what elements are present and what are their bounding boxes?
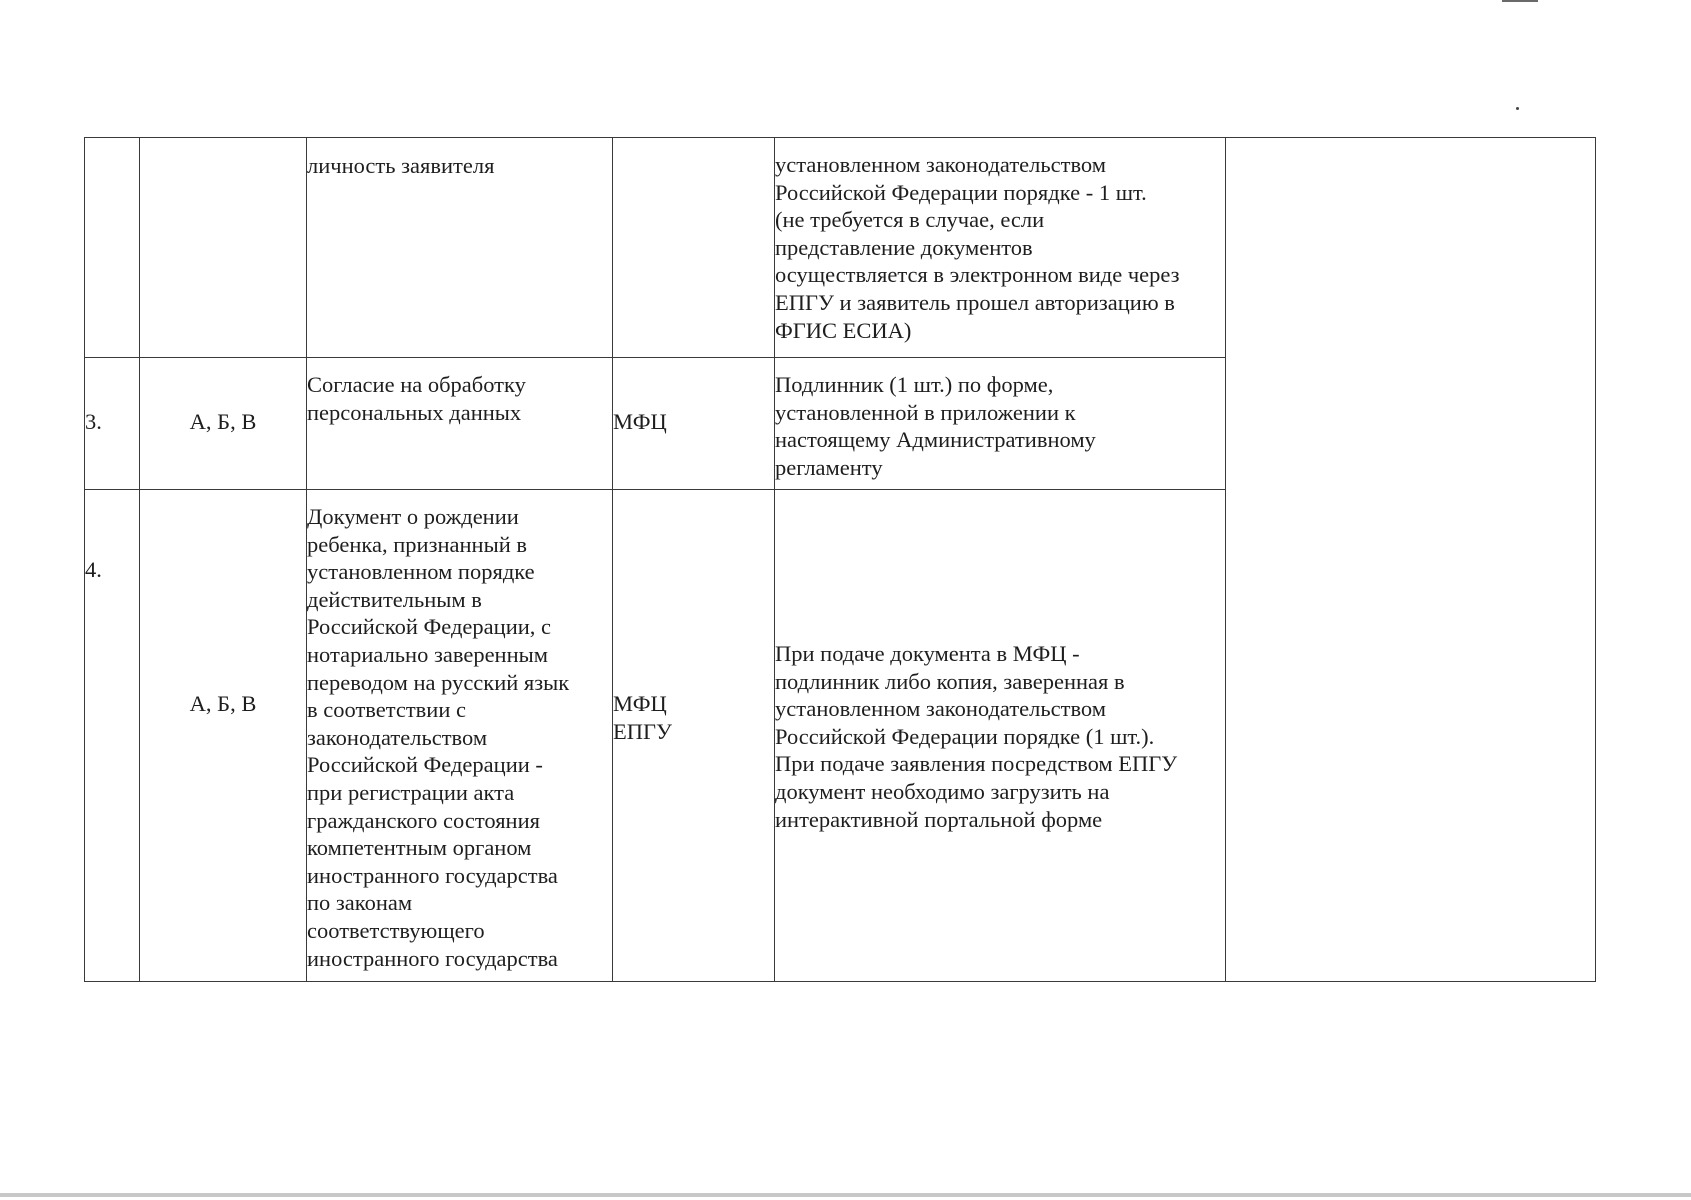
row-document-name: личность заявителя [307,153,495,178]
row-number-cell [85,138,140,358]
row-categories-cell [140,490,307,982]
row-document-name: Согласие на обработку персональных данных [307,372,526,425]
row-number-cell [85,358,140,490]
scan-bottom-edge [0,1193,1691,1197]
row-number: 4. [85,557,102,582]
row-number: 3. [85,409,102,434]
blank-column-cell [1226,138,1596,982]
row-source: МФЦ ЕПГУ [613,691,672,744]
row-source-cell [613,138,775,358]
row-source-cell [613,490,775,982]
row-source: МФЦ [613,409,667,434]
row-requirements-cell [775,490,1226,982]
row-requirements: При подаче документа в МФЦ - подлинник либо копия, заверенная в установленном законодательством Российской Федерации порядке (1 шт.). При подаче заявления посредством ЕПГУ документ необходимо загрузить на интерактивной портальной форме [775,641,1178,832]
row-categories-cell [140,138,307,358]
row-requirements: установленном законодательством Российской Федерации порядке - 1 шт. (не требуется в случае, если представление документов осуществляется в электронном виде через ЕПГУ и заявитель прошел авторизацию в ФГИС ЕСИА) [775,152,1180,343]
row-categories: А, Б, В [189,691,257,716]
row-document-cell [307,138,613,358]
row-categories: А, Б, В [189,409,257,434]
documents-table [84,137,1596,982]
scan-dot [1516,107,1519,110]
row-categories-cell [140,358,307,490]
row-source-cell [613,358,775,490]
row-document-name: Документ о рождении ребенка, признанный в установленном порядке действительным в Российской Федерации, с нотариально заверенным переводом на русский язык в соответствии с законодательством Российской Федерации - при регистрации акта гражданского состояния компетентным органом иностранного государства по законам соответствующего иностранного государства [307,504,570,971]
row-document-cell [307,358,613,490]
row-document-cell [307,490,613,982]
row-number-cell [85,490,140,982]
table-row [85,138,1596,358]
scan-edge-mark [1502,0,1538,2]
row-requirements-cell [775,358,1226,490]
row-requirements-cell [775,138,1226,358]
row-requirements: Подлинник (1 шт.) по форме, установленной в приложении к настоящему Административному регламенту [775,372,1096,480]
